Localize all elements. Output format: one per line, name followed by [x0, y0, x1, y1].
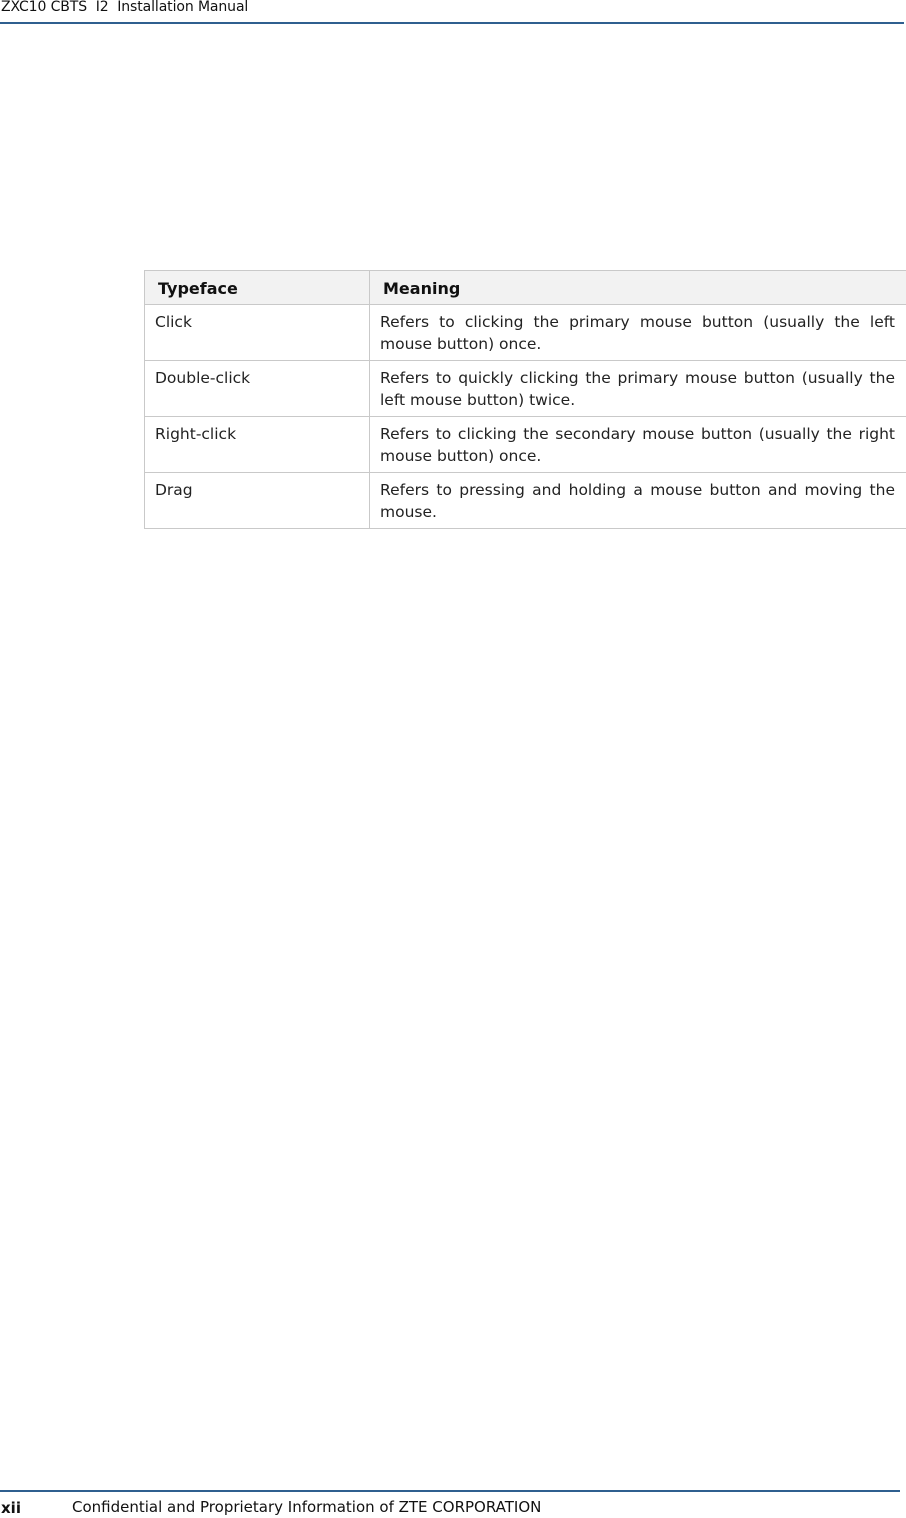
typeface-cell: Right-click [145, 417, 370, 473]
typeface-cell: Click [145, 305, 370, 361]
table-header-row [145, 271, 906, 305]
meaning-cell: Refers to clicking the secondary mouse button (usually the right mouse button) once. [370, 417, 906, 473]
table-row [145, 305, 906, 361]
typeface-cell: Drag [145, 473, 370, 529]
page-number: xii [1, 1499, 21, 1517]
confidentiality-notice: Confidential and Proprietary Information of ZTE CORPORATION [72, 1498, 541, 1516]
meaning-cell: Refers to quickly clicking the primary mouse button (usually the left mouse button) twice. [370, 361, 906, 417]
column-header-typeface: Typeface [145, 271, 370, 305]
table-row [145, 473, 906, 529]
page-footer [0, 1490, 900, 1518]
meaning-cell: Refers to clicking the primary mouse button (usually the left mouse button) once. [370, 305, 906, 361]
document-title: ZXC10 CBTS I2 Installation Manual [1, 0, 248, 15]
typeface-cell: Double-click [145, 361, 370, 417]
meaning-cell: Refers to pressing and holding a mouse button and moving the mouse. [370, 473, 906, 529]
column-header-meaning: Meaning [370, 271, 906, 305]
page-header [0, 0, 904, 24]
table-row [145, 417, 906, 473]
table-row [145, 361, 906, 417]
mouse-operation-conventions-table [144, 270, 906, 529]
